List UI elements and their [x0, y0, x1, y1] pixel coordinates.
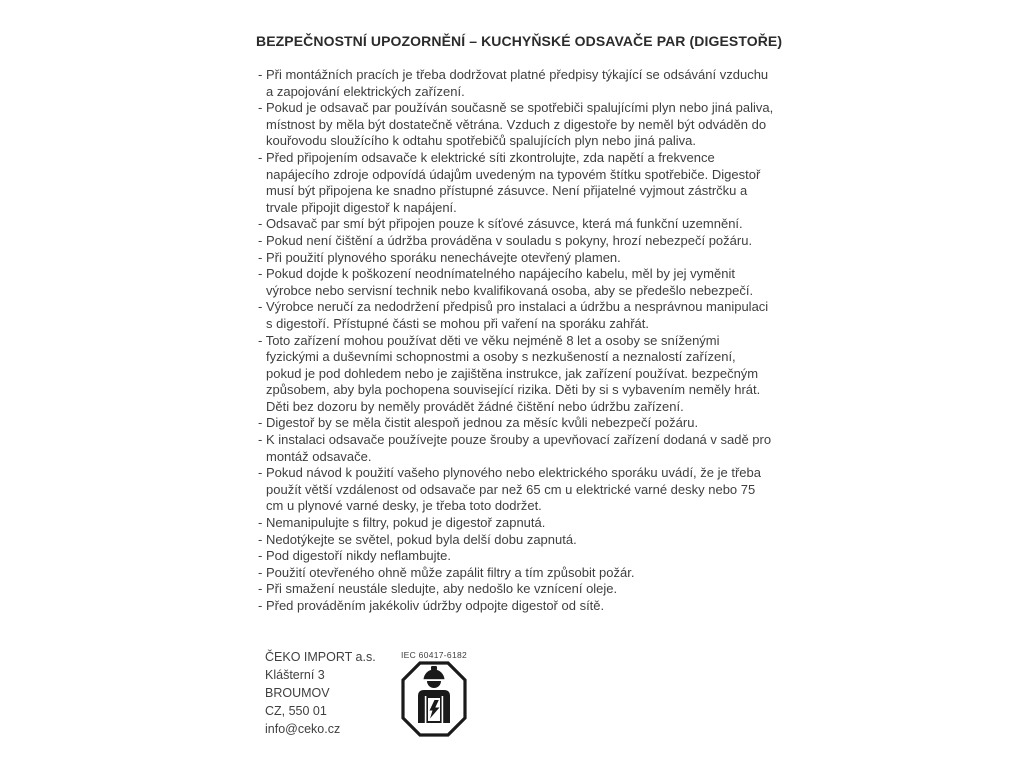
- warning-item: - Použití otevřeného ohně může zapálit filtry a tím způsobit požár.: [258, 564, 635, 580]
- company-name: ČEKO IMPORT a.s.: [265, 650, 376, 664]
- warning-item: - Při použití plynového sporáku nenechávejte otevřený plamen.: [258, 249, 621, 265]
- company-street: Klášterní 3: [265, 668, 325, 682]
- warning-item: - Pokud návod k použití vašeho plynového nebo elektrického sporáku uvádí, že je třeba použít větší vzdálenost od odsavače par než 65 cm u elektrické varné desky nebo 75 cm u plynové varné desky, je třeba toto dodržet.: [258, 465, 761, 514]
- warning-item: - Pod digestoří nikdy neflambujte.: [258, 548, 451, 564]
- warning-list: [258, 67, 774, 615]
- warning-item: - Při smažení neustále sledujte, aby nedošlo ke vznícení oleje.: [258, 581, 618, 597]
- warning-item: - K instalaci odsavače používejte pouze šrouby a upevňovací zařízení dodaná v sadě pro montáž odsavače.: [258, 432, 772, 464]
- company-postal: CZ, 550 01: [265, 704, 327, 718]
- warning-item: - Nemanipulujte s filtry, pokud je digestoř zapnutá.: [258, 515, 546, 531]
- warning-item: - Pokud je odsavač par používán současně se spotřebiči spalujícími plyn nebo jiná paliva, místnost by měla být dostatečně větrána. Vzduch z digestoře by neměl být odváděn do kouřovodu sloužícího k odtahu spotřebičů spalujících plyn nebo jiná paliva.: [258, 100, 774, 149]
- warning-item: - Při montážních pracích je třeba dodržovat platné předpisy týkající se odsávání vzduchu a zapojování elektrických zařízení.: [258, 67, 769, 99]
- warning-item: - Před připojením odsavače k elektrické síti zkontrolujte, zda napětí a frekvence napájecího zdroje odpovídá údajům uvedeným na typovém štítku spotřebiče. Digestoř musí být připojena ke snadno přístupné zásuvce. Není přijatelné vyjmout zástrčku a trvale připojit digestoř k napájení.: [258, 149, 761, 215]
- company-info: [265, 648, 376, 738]
- company-city: BROUMOV: [265, 686, 330, 700]
- warning-item: - Pokud není čištění a údržba prováděna v souladu s pokyny, hrozí nebezpečí požáru.: [258, 232, 753, 248]
- warning-item: - Výrobce neručí za nedodržení předpisů pro instalaci a údržbu a nesprávnou manipulaci s digestoří. Přístupné části se mohou při vaření na sporáku zahřát.: [258, 299, 769, 331]
- certification-symbol: [398, 650, 470, 737]
- warning-item: - Odsavač par smí být připojen pouze k síťové zásuvce, která má funkční uzemnění.: [258, 216, 743, 232]
- page-title: BEZPEČNOSTNÍ UPOZORNĚNÍ – KUCHYŇSKÉ ODSAVAČE PAR (DIGESTOŘE): [256, 33, 783, 49]
- warning-item: - Toto zařízení mohou používat děti ve věku nejméně 8 let a osoby se sníženými fyzickými a duševními schopnostmi a osoby s nezkušeností a neznalostí zařízení, pokud je pod dohledem nebo je zajištěna instrukce, jak zařízení používat. bezpečným způsobem, aby byla pochopena související rizika. Děti by si s vybavením neměly hrát. Děti bez dozoru by neměly provádět žádné čištění nebo údržbu zařízení.: [258, 332, 761, 414]
- warning-item: - Před prováděním jakékoliv údržby odpojte digestoř od sítě.: [258, 598, 605, 613]
- company-email: info@ceko.cz: [265, 722, 341, 736]
- warning-item: - Digestoř by se měla čistit alespoň jednou za měsíc kvůli nebezpečí požáru.: [258, 415, 699, 431]
- warning-item: - Pokud dojde k poškození neodnímatelného napájecího kabelu, měl by jej vyměnit výrobce nebo servisní technik nebo kvalifikovaná osoba, aby se předešlo nebezpečí.: [258, 266, 754, 298]
- service-personnel-icon: [401, 661, 467, 737]
- symbol-standard-label: IEC 60417-6182: [400, 650, 468, 660]
- warning-item: - Nedotýkejte se světel, pokud byla delší dobu zapnutá.: [258, 531, 577, 547]
